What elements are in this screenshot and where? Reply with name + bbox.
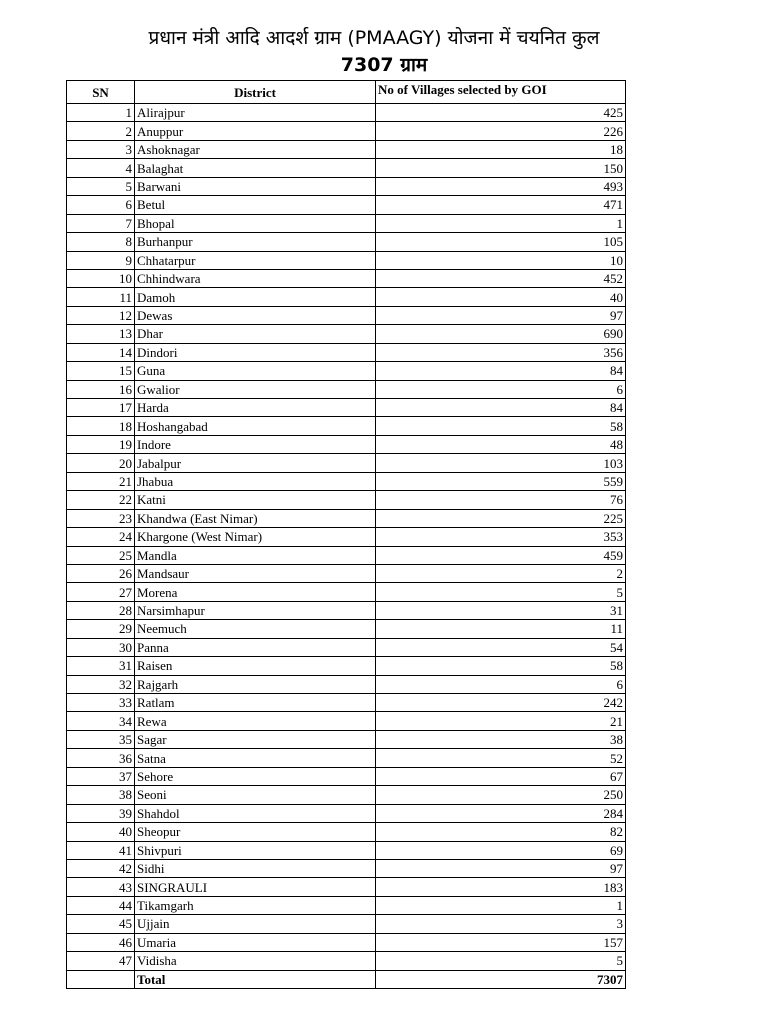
row-sn: 30: [67, 638, 135, 656]
row-district: Khargone (West Nimar): [135, 528, 376, 546]
row-sn: 28: [67, 601, 135, 619]
row-sn: 10: [67, 269, 135, 287]
row-district: Betul: [135, 196, 376, 214]
row-sn: 22: [67, 491, 135, 509]
table-row: [67, 952, 626, 970]
row-district: Mandsaur: [135, 564, 376, 582]
row-district: Rajgarh: [135, 675, 376, 693]
row-sn: 34: [67, 712, 135, 730]
row-district: Dewas: [135, 306, 376, 324]
table-row: [67, 417, 626, 435]
table-row: [67, 509, 626, 527]
row-villages: 54: [376, 638, 626, 656]
row-district: Rewa: [135, 712, 376, 730]
row-sn: 16: [67, 380, 135, 398]
table-row: [67, 325, 626, 343]
row-villages: 250: [376, 786, 626, 804]
row-district: Umaria: [135, 933, 376, 951]
villages-table: [66, 80, 626, 989]
header-district: District: [135, 81, 376, 104]
row-district: Burhanpur: [135, 233, 376, 251]
row-villages: 84: [376, 399, 626, 417]
row-district: Khandwa (East Nimar): [135, 509, 376, 527]
row-villages: 1: [376, 896, 626, 914]
row-sn: 3: [67, 140, 135, 158]
row-villages: 58: [376, 657, 626, 675]
table-row: [67, 546, 626, 564]
row-district: Indore: [135, 435, 376, 453]
table-row: [67, 841, 626, 859]
table-row: [67, 140, 626, 158]
row-villages: 40: [376, 288, 626, 306]
row-sn: 43: [67, 878, 135, 896]
row-villages: 84: [376, 362, 626, 380]
row-district: Katni: [135, 491, 376, 509]
row-district: Barwani: [135, 177, 376, 195]
row-district: Panna: [135, 638, 376, 656]
row-sn: 12: [67, 306, 135, 324]
document-title: प्रधान मंत्री आदि आदर्श ग्राम (PMAAGY) योजना में चयनित कुल: [148, 27, 600, 49]
row-district: Seoni: [135, 786, 376, 804]
table-row: [67, 859, 626, 877]
row-villages: 559: [376, 472, 626, 490]
row-villages: 21: [376, 712, 626, 730]
row-sn: 44: [67, 896, 135, 914]
table-row: [67, 362, 626, 380]
table-row: [67, 491, 626, 509]
row-sn: 13: [67, 325, 135, 343]
row-villages: 353: [376, 528, 626, 546]
row-sn: 45: [67, 915, 135, 933]
row-villages: 97: [376, 306, 626, 324]
row-sn: 21: [67, 472, 135, 490]
row-villages: 58: [376, 417, 626, 435]
row-district: Shahdol: [135, 804, 376, 822]
table-row: [67, 694, 626, 712]
row-district: Vidisha: [135, 952, 376, 970]
row-sn: 7: [67, 214, 135, 232]
table-row: [67, 269, 626, 287]
row-district: Bhopal: [135, 214, 376, 232]
row-villages: 284: [376, 804, 626, 822]
row-sn: 27: [67, 583, 135, 601]
row-villages: 10: [376, 251, 626, 269]
table-row: [67, 730, 626, 748]
row-sn: 32: [67, 675, 135, 693]
row-villages: 225: [376, 509, 626, 527]
table-row: [67, 657, 626, 675]
row-sn: 47: [67, 952, 135, 970]
row-district: Ratlam: [135, 694, 376, 712]
table-row: [67, 712, 626, 730]
row-district: Damoh: [135, 288, 376, 306]
total-sn-cell: [67, 970, 135, 988]
row-district: SINGRAULI: [135, 878, 376, 896]
row-district: Narsimhapur: [135, 601, 376, 619]
row-sn: 35: [67, 730, 135, 748]
table-row: [67, 583, 626, 601]
row-villages: 48: [376, 435, 626, 453]
row-villages: 18: [376, 140, 626, 158]
table-row: [67, 251, 626, 269]
row-villages: 5: [376, 952, 626, 970]
row-villages: 493: [376, 177, 626, 195]
row-sn: 33: [67, 694, 135, 712]
table-row: [67, 786, 626, 804]
row-villages: 356: [376, 343, 626, 361]
row-district: Anuppur: [135, 122, 376, 140]
table-row: [67, 564, 626, 582]
row-district: Raisen: [135, 657, 376, 675]
table-row: [67, 214, 626, 232]
row-district: Harda: [135, 399, 376, 417]
row-district: Shivpuri: [135, 841, 376, 859]
table-row: [67, 306, 626, 324]
header-villages: No of Villages selected by GOI: [376, 81, 626, 104]
row-district: Satna: [135, 749, 376, 767]
row-sn: 42: [67, 859, 135, 877]
table-body: [67, 104, 626, 971]
table-row: [67, 177, 626, 195]
row-villages: 105: [376, 233, 626, 251]
table-row: [67, 288, 626, 306]
table-row: [67, 601, 626, 619]
row-sn: 9: [67, 251, 135, 269]
row-district: Dindori: [135, 343, 376, 361]
table-row: [67, 878, 626, 896]
table-row: [67, 159, 626, 177]
row-sn: 18: [67, 417, 135, 435]
row-district: Sehore: [135, 767, 376, 785]
table-row: [67, 380, 626, 398]
row-villages: 452: [376, 269, 626, 287]
row-sn: 17: [67, 399, 135, 417]
header-sn: SN: [67, 81, 135, 104]
row-villages: 157: [376, 933, 626, 951]
table-row: [67, 233, 626, 251]
row-sn: 4: [67, 159, 135, 177]
row-sn: 11: [67, 288, 135, 306]
row-sn: 6: [67, 196, 135, 214]
row-district: Neemuch: [135, 620, 376, 638]
table-row: [67, 638, 626, 656]
row-villages: 471: [376, 196, 626, 214]
row-villages: 69: [376, 841, 626, 859]
row-villages: 103: [376, 454, 626, 472]
table-row: [67, 675, 626, 693]
row-district: Sidhi: [135, 859, 376, 877]
table-row: [67, 122, 626, 140]
row-district: Gwalior: [135, 380, 376, 398]
table-row: [67, 196, 626, 214]
row-sn: 2: [67, 122, 135, 140]
row-sn: 19: [67, 435, 135, 453]
total-value: 7307: [376, 970, 626, 988]
row-villages: 6: [376, 380, 626, 398]
row-villages: 226: [376, 122, 626, 140]
table-row: [67, 399, 626, 417]
table-row: [67, 104, 626, 122]
row-villages: 67: [376, 767, 626, 785]
table-row: [67, 823, 626, 841]
row-sn: 8: [67, 233, 135, 251]
table-row: [67, 767, 626, 785]
table-row: [67, 343, 626, 361]
row-villages: 3: [376, 915, 626, 933]
row-sn: 25: [67, 546, 135, 564]
row-district: Sheopur: [135, 823, 376, 841]
table-row: [67, 749, 626, 767]
row-sn: 40: [67, 823, 135, 841]
row-villages: 150: [376, 159, 626, 177]
row-district: Jhabua: [135, 472, 376, 490]
row-sn: 29: [67, 620, 135, 638]
row-sn: 31: [67, 657, 135, 675]
table-row: [67, 620, 626, 638]
row-sn: 14: [67, 343, 135, 361]
row-villages: 11: [376, 620, 626, 638]
row-villages: 1: [376, 214, 626, 232]
row-villages: 459: [376, 546, 626, 564]
document-subtitle-total: 7307 ग्राम: [340, 54, 428, 76]
table-row: [67, 896, 626, 914]
row-sn: 23: [67, 509, 135, 527]
table-row: [67, 435, 626, 453]
row-villages: 97: [376, 859, 626, 877]
row-district: Tikamgarh: [135, 896, 376, 914]
table-row: [67, 528, 626, 546]
row-sn: 1: [67, 104, 135, 122]
row-villages: 31: [376, 601, 626, 619]
row-villages: 5: [376, 583, 626, 601]
table-header-row: [67, 81, 626, 104]
table-row: [67, 454, 626, 472]
row-district: Guna: [135, 362, 376, 380]
row-villages: 242: [376, 694, 626, 712]
row-district: Morena: [135, 583, 376, 601]
row-sn: 38: [67, 786, 135, 804]
row-sn: 20: [67, 454, 135, 472]
row-district: Ashoknagar: [135, 140, 376, 158]
total-row: [67, 970, 626, 988]
row-sn: 15: [67, 362, 135, 380]
row-district: Mandla: [135, 546, 376, 564]
row-district: Chhindwara: [135, 269, 376, 287]
row-villages: 6: [376, 675, 626, 693]
row-sn: 46: [67, 933, 135, 951]
row-villages: 2: [376, 564, 626, 582]
row-district: Alirajpur: [135, 104, 376, 122]
row-district: Dhar: [135, 325, 376, 343]
row-district: Chhatarpur: [135, 251, 376, 269]
row-villages: 183: [376, 878, 626, 896]
row-sn: 24: [67, 528, 135, 546]
table-row: [67, 933, 626, 951]
row-villages: 52: [376, 749, 626, 767]
row-villages: 82: [376, 823, 626, 841]
row-district: Sagar: [135, 730, 376, 748]
row-villages: 690: [376, 325, 626, 343]
table-row: [67, 915, 626, 933]
row-sn: 41: [67, 841, 135, 859]
row-sn: 26: [67, 564, 135, 582]
row-sn: 37: [67, 767, 135, 785]
table-row: [67, 472, 626, 490]
table-row: [67, 804, 626, 822]
row-district: Balaghat: [135, 159, 376, 177]
row-sn: 5: [67, 177, 135, 195]
row-sn: 36: [67, 749, 135, 767]
row-villages: 425: [376, 104, 626, 122]
row-district: Jabalpur: [135, 454, 376, 472]
total-label: Total: [135, 970, 376, 988]
row-villages: 38: [376, 730, 626, 748]
row-villages: 76: [376, 491, 626, 509]
row-district: Ujjain: [135, 915, 376, 933]
row-district: Hoshangabad: [135, 417, 376, 435]
row-sn: 39: [67, 804, 135, 822]
